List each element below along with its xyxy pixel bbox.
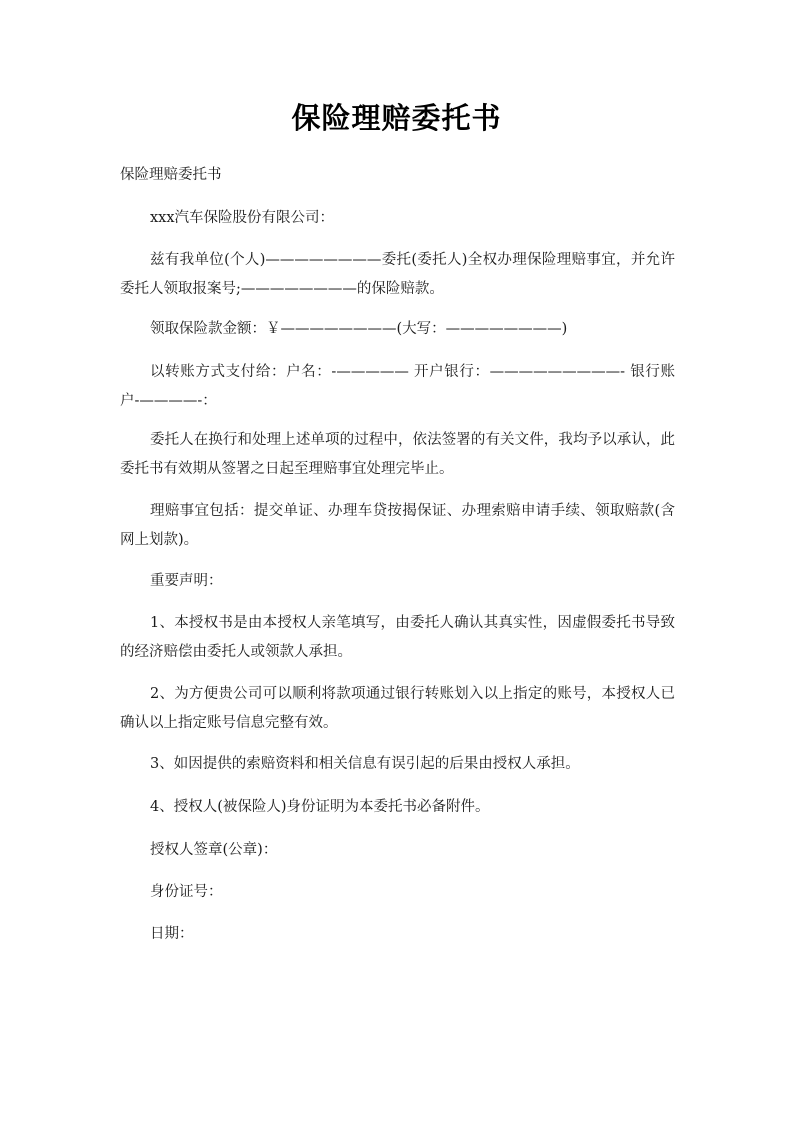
declaration-item: 4、授权人(被保险人)身份证明为本委托书必备附件。 bbox=[150, 799, 490, 815]
declaration-item: 3、如因提供的索赔资料和相关信息有误引起的后果由授权人承担。 bbox=[150, 756, 580, 772]
declaration-item: 1、本授权书是由本授权人亲笔填写，由委托人确认其真实性，因虚假委托书导致的经济赔偿由委托人或领款人承担。 bbox=[120, 615, 675, 660]
document-title: 保险理赔委托书 bbox=[291, 101, 502, 135]
id-number-label: 身份证号： bbox=[150, 884, 223, 900]
paragraph-payment: 以转账方式支付给：户名：-————— 开户银行：—————————- 银行账户-————-： bbox=[120, 364, 675, 409]
paragraph-scope: 理赔事宜包括：提交单证、办理车贷按揭保证、办理索赔申请手续、领取赔款(含网上划款)。 bbox=[120, 503, 675, 548]
signature-seal-label: 授权人签章(公章)： bbox=[150, 842, 278, 858]
date-label: 日期： bbox=[150, 926, 194, 942]
declaration-heading: 重要声明： bbox=[150, 573, 223, 589]
addressee: xxx汽车保险股份有限公司： bbox=[150, 210, 335, 226]
paragraph-amount: 领取保险款金额：￥————————(大写：————————) bbox=[150, 321, 568, 337]
declaration-item: 2、为方便贵公司可以顺利将款项通过银行转账划入以上指定的账号，本授权人已确认以上指定账号信息完整有效。 bbox=[120, 686, 675, 731]
paragraph-entrust: 兹有我单位(个人)————————委托(委托人)全权办理保险理赔事宜，并允许委托人领取报案号;————————的保险赔款。 bbox=[120, 252, 675, 297]
paragraph-approval: 委托人在换行和处理上述单项的过程中，依法签署的有关文件，我均予以承认，此委托书有效期从签署之日起至理赔事宜处理完毕止。 bbox=[120, 432, 675, 477]
document-subtitle: 保险理赔委托书 bbox=[120, 167, 222, 183]
